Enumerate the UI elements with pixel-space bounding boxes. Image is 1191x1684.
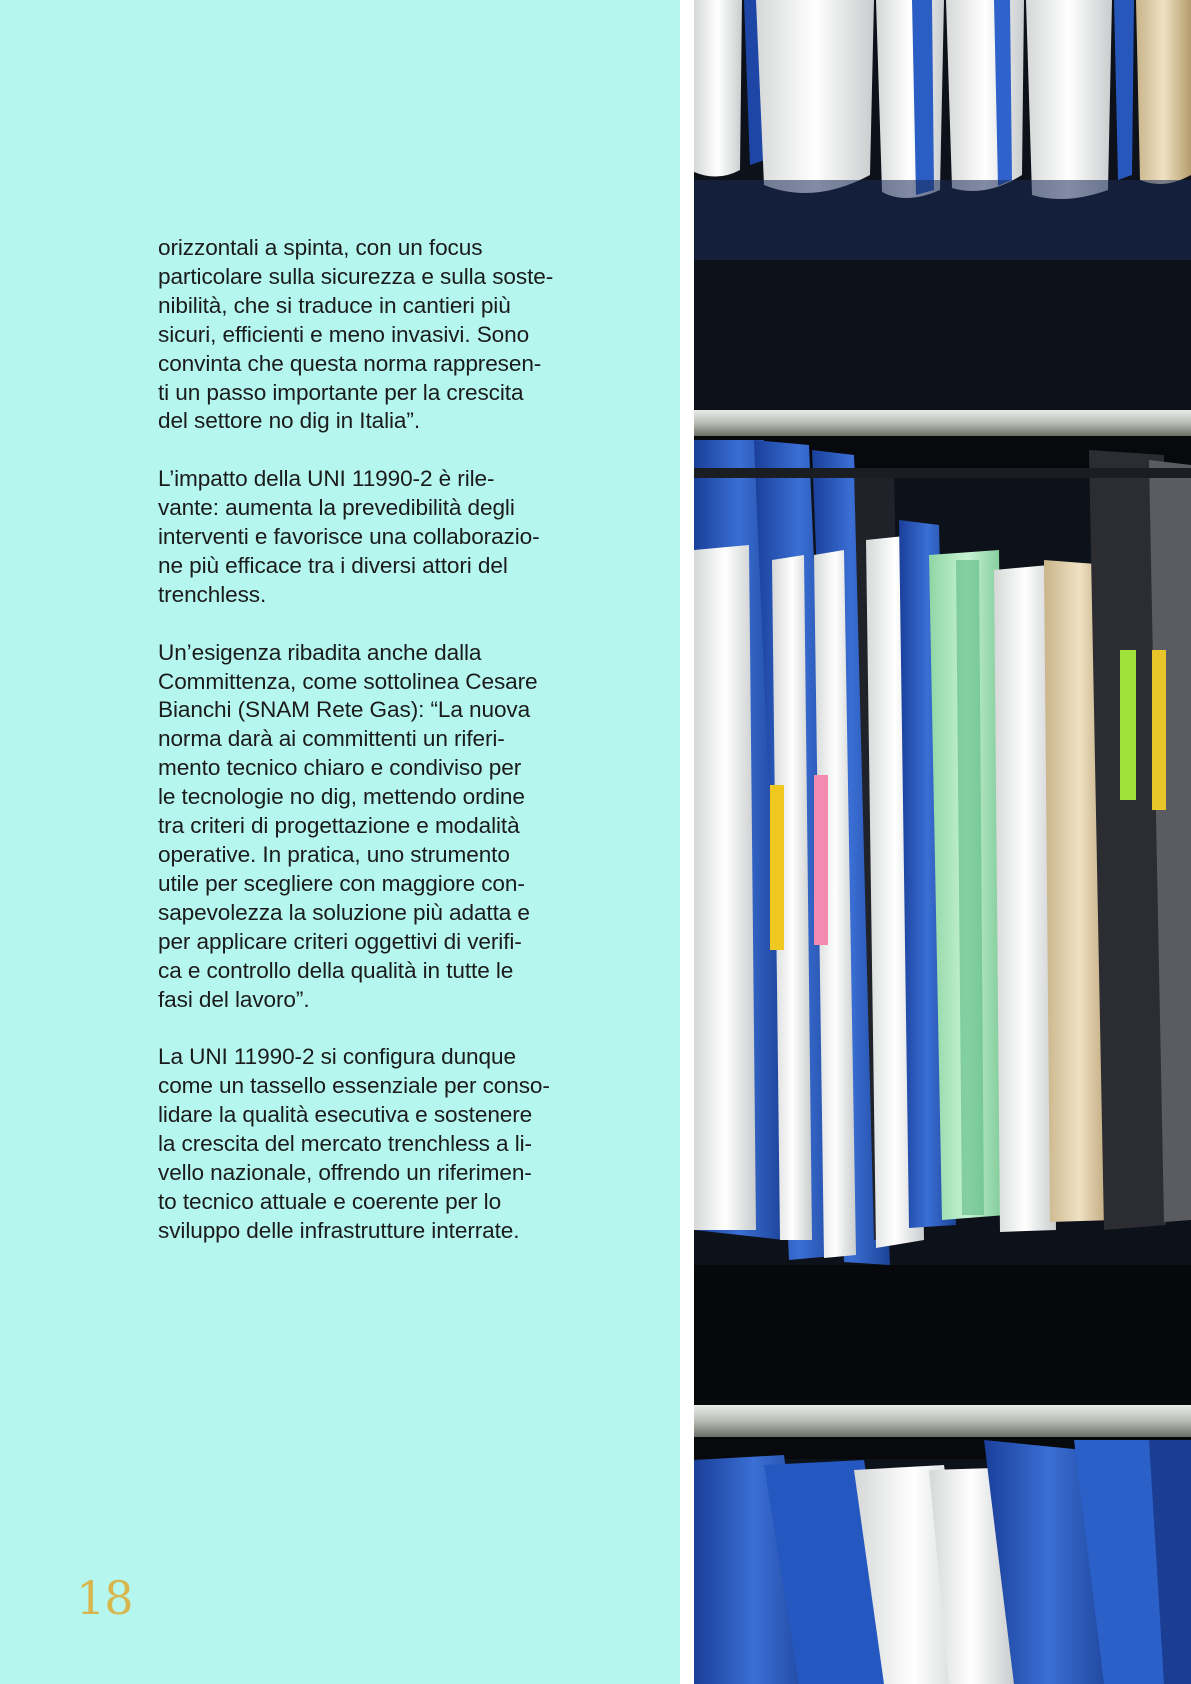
paragraph-spacer	[158, 1014, 588, 1043]
text-line: La UNI 11990-2 si configura dunque	[158, 1044, 516, 1070]
middle-folder-row	[694, 440, 1191, 1265]
text-line: to tecnico attuale e coerente per lo	[158, 1188, 502, 1214]
file-folders-photo-svg	[694, 0, 1191, 1684]
paragraph-spacer	[158, 436, 588, 465]
page-gutter	[680, 0, 694, 1684]
text-line: per applicare criteri oggettivi di verifi-	[158, 928, 522, 954]
text-line: del settore no dig in Italia”.	[158, 408, 421, 434]
text-line: tra criteri di progettazione e modalità	[158, 813, 520, 839]
text-line: operative. In pratica, uno strumento	[158, 842, 510, 867]
text-line: vante: aumenta la prevedibilità degli	[158, 495, 515, 521]
text-line: orizzontali a spinta, con un focus	[158, 235, 483, 260]
text-line: convinta che questa norma rappresen-	[158, 350, 542, 376]
article-body	[158, 234, 588, 1246]
text-line: Bianchi (SNAM Rete Gas): “La nuova	[158, 697, 531, 723]
shelf-rail-bottom	[694, 1405, 1191, 1437]
text-line: le tecnologie no dig, mettendo ordine	[158, 784, 525, 810]
text-line: vello nazionale, offrendo un riferimen-	[158, 1159, 532, 1185]
paragraph-spacer	[158, 610, 588, 639]
text-line: ne più efficace tra i diversi attori del	[158, 552, 508, 578]
text-line: lidare la qualità esecutiva e sostenere	[158, 1102, 533, 1128]
paragraph-3	[158, 639, 588, 1015]
text-line: sicuri, efficienti e meno invasivi. Sono	[158, 321, 530, 347]
file-folders-photo	[694, 0, 1191, 1684]
text-line: utile per scegliere con maggiore con-	[158, 870, 525, 896]
paragraph-4	[158, 1043, 588, 1245]
text-line: norma darà ai committenti un riferi-	[158, 726, 505, 752]
text-line: particolare sulla sicurezza e sulla soste-	[158, 263, 554, 289]
text-line: interventi e favorisce una collaborazio-	[158, 524, 540, 550]
text-line: L’impatto della UNI 11990-2 è rile-	[158, 466, 495, 492]
text-line: la crescita del mercato trenchless a li-	[158, 1131, 532, 1157]
text-line: ca e controllo della qualità in tutte le	[158, 957, 514, 983]
text-line: Un’esigenza ribadita anche dalla	[158, 639, 482, 665]
page-number: 18	[76, 1571, 133, 1625]
bottom-folder-row	[694, 1440, 1191, 1684]
shelf-rail-top	[694, 410, 1191, 436]
text-line: Committenza, come sottolinea Cesare	[158, 668, 538, 694]
text-line: ti un passo importante per la crescita	[158, 379, 524, 405]
paragraph-1	[158, 234, 588, 436]
text-line: come un tassello essenziale per conso-	[158, 1073, 550, 1099]
text-line: fasi del lavoro”.	[158, 986, 310, 1012]
text-line: trenchless.	[158, 581, 267, 607]
text-line: nibilità, che si traduce in cantieri più	[158, 292, 511, 318]
text-line: sapevolezza la soluzione più adatta e	[158, 899, 530, 925]
paragraph-2	[158, 465, 588, 610]
text-line: sviluppo delle infrastrutture interrate.	[158, 1217, 520, 1243]
text-line: mento tecnico chiaro e condiviso per	[158, 755, 522, 781]
